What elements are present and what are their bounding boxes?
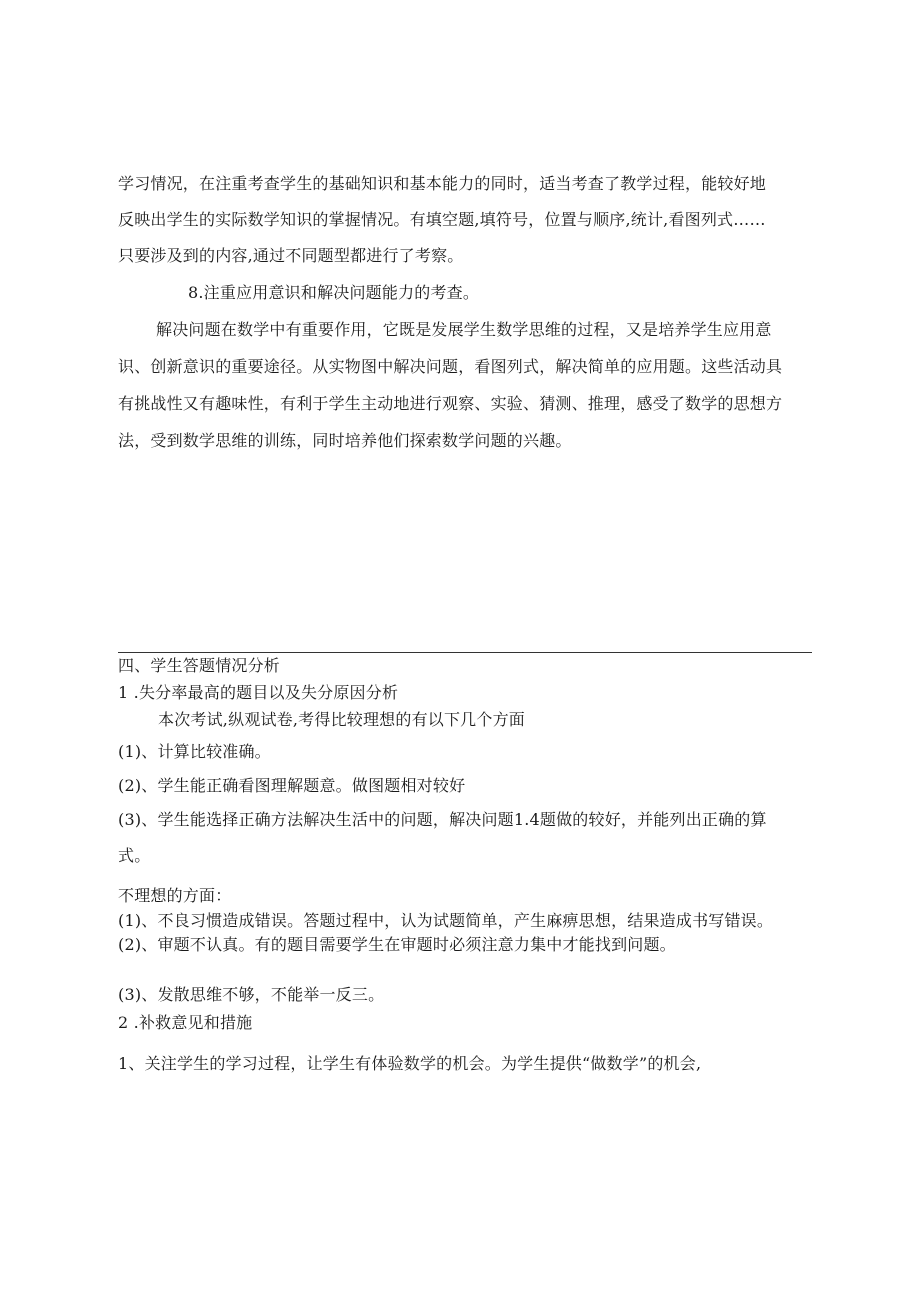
good-point-item: 式。 — [118, 846, 151, 865]
paragraph-line: 识、创新意识的重要途径。从实物图中解决问题，看图列式，解决简单的应用题。这些活动具 — [118, 357, 783, 376]
good-point-item: (1)、计算比较准确。 — [118, 742, 271, 761]
weak-point-item: (3)、发散思维不够，不能举一反三。 — [118, 985, 385, 1004]
paragraph-line: 学习情况，在注重考查学生的基础知识和基本能力的同时，适当考查了教学过程，能较好地 — [118, 174, 767, 193]
paragraph-line: 法，受到数学思维的训练，同时培养他们探索数学问题的兴趣。 — [118, 431, 572, 450]
paragraph-line: 反映出学生的实际数学知识的掌握情况。有填空题,填符号，位置与顺序,统计,看图列式…… — [118, 210, 766, 229]
weak-point-item: (1)、不良习惯造成错误。答题过程中，认为试题简单，产生麻痹思想，结果造成书写错误。 — [118, 911, 774, 930]
subtitle-2: 2 .补救意见和措施 — [118, 1013, 253, 1032]
weak-heading: 不理想的方面： — [118, 886, 232, 905]
weak-point-item: (2)、审题不认真。有的题目需要学生在审题时必须注意力集中才能找到问题。 — [118, 935, 676, 954]
paragraph-line: 解决问题在数学中有重要作用，它既是发展学生数学思维的过程，又是培养学生应用意 — [156, 320, 772, 339]
good-point-item: (3)、学生能选择正确方法解决生活中的问题，解决问题1.4题做的较好，并能列出正确的算 — [118, 810, 767, 829]
section-heading-8: 8.注重应用意识和解决问题能力的考查。 — [188, 283, 480, 302]
subtitle-1: 1 .失分率最高的题目以及失分原因分析 — [118, 683, 399, 702]
paragraph-line: 只要涉及到的内容,通过不同题型都进行了考察。 — [118, 246, 464, 265]
good-point-item: (2)、学生能正确看图理解题意。做图题相对较好 — [118, 776, 466, 795]
section-title: 四、学生答题情况分析 — [118, 656, 281, 675]
intro-line: 本次考试,纵观试卷,考得比较理想的有以下几个方面 — [158, 710, 525, 729]
measure-item: 1、关注学生的学习过程，让学生有体验数学的机会。为学生提供“做数学”的机会, — [118, 1054, 702, 1073]
section-divider — [118, 652, 812, 653]
paragraph-line: 有挑战性又有趣味性，有利于学生主动地进行观察、实验、猜测、推理，感受了数学的思想方 — [118, 394, 783, 413]
